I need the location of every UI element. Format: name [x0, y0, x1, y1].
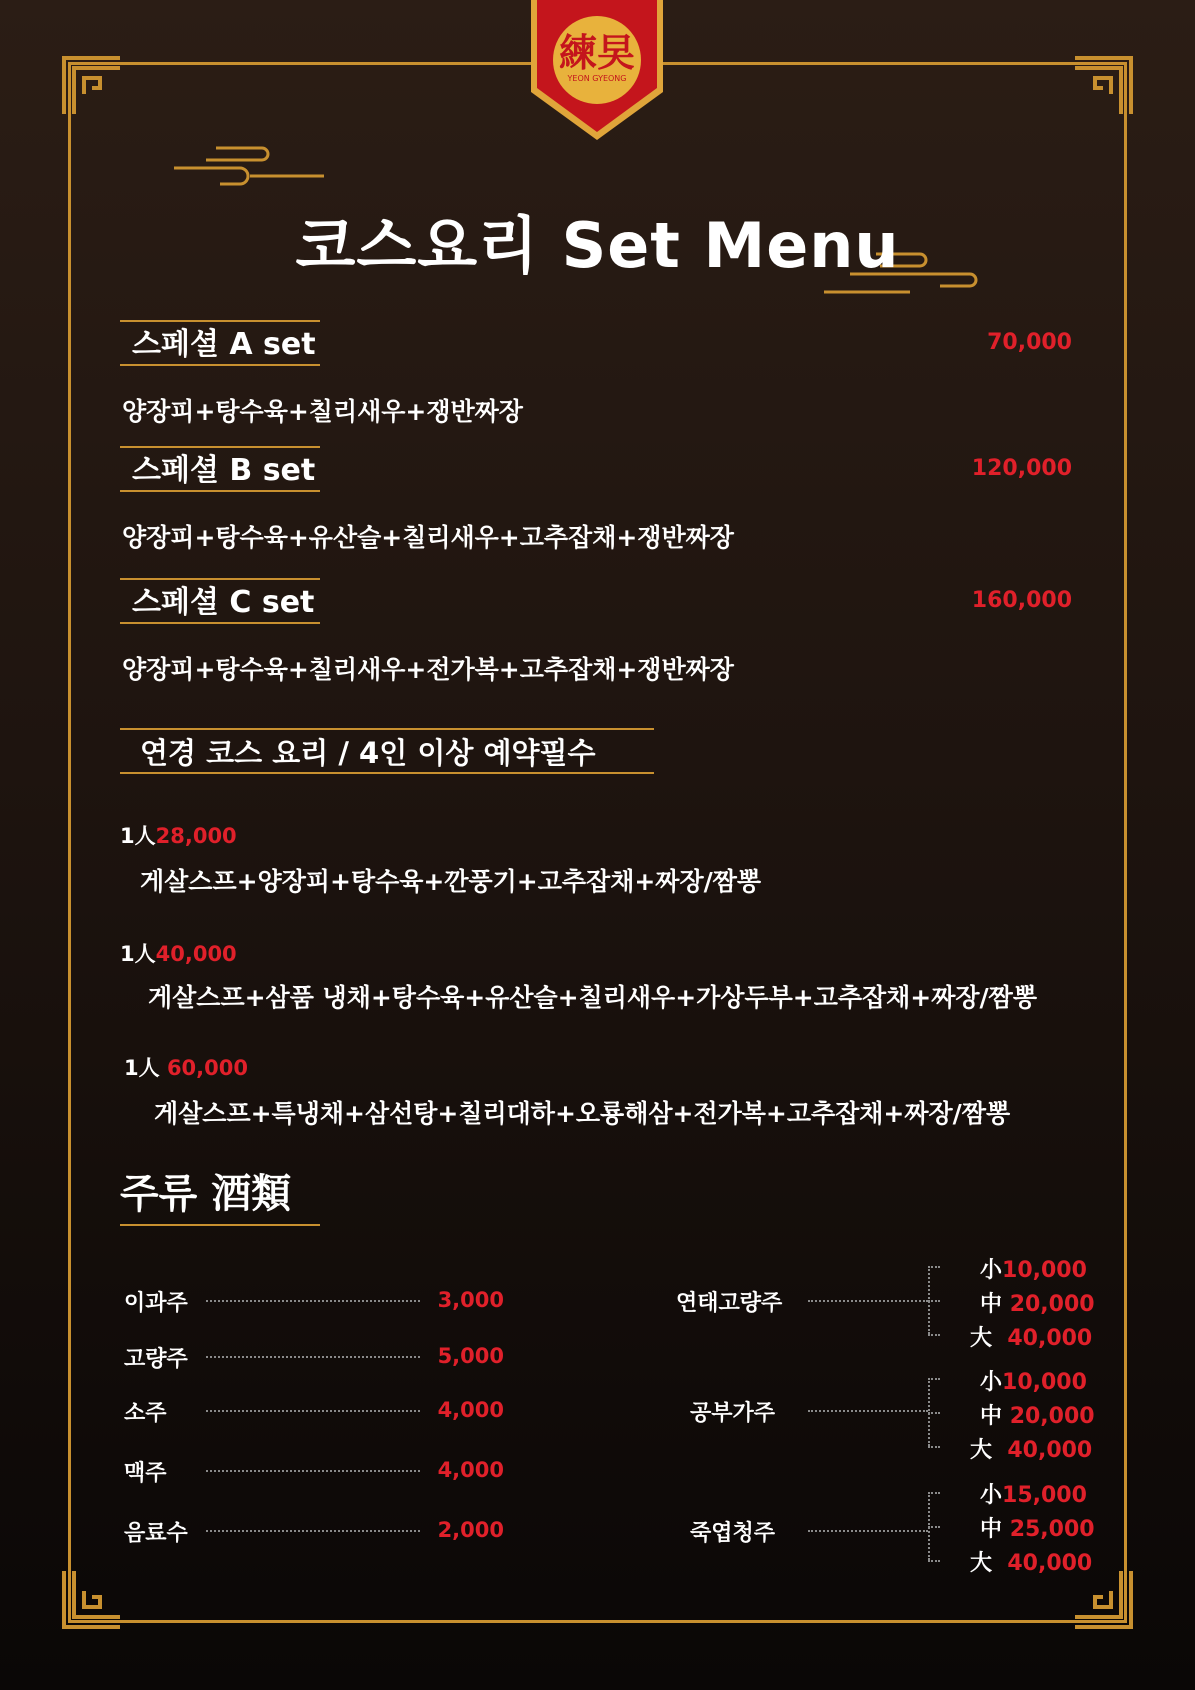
leader-dots	[206, 1356, 420, 1358]
drink-name: 이과주	[124, 1291, 188, 1316]
drink-name: 죽엽청주	[690, 1521, 776, 1546]
set-c-name: 스페셜 C set	[120, 578, 320, 624]
leader-dots	[808, 1530, 928, 1532]
size-price-small: 小10,000	[980, 1258, 1087, 1283]
size-price-medium: 中 20,000	[980, 1404, 1095, 1429]
drink-price: 5,000	[437, 1344, 504, 1368]
set-c-items: 양장피+탕수육+칠리새우+전가복+고추잡채+쟁반짜장	[122, 655, 734, 684]
set-b-price: 120,000	[971, 456, 1072, 481]
set-b-items: 양장피+탕수육+유산슬+칠리새우+고추잡채+쟁반짜장	[122, 523, 734, 552]
leader-dots	[206, 1530, 420, 1532]
set-a-name: 스페셜 A set	[120, 320, 320, 366]
size-price-large: 大 40,000	[970, 1551, 1093, 1576]
alcohol-heading: 주류 酒類	[120, 1164, 320, 1226]
course-option-1-items: 게살스프+양장피+탕수육+깐풍기+고추잡채+짜장/짬뽕	[140, 867, 762, 896]
set-a-items: 양장피+탕수육+칠리새우+쟁반짜장	[122, 397, 523, 426]
course-option-2-items: 게살스프+삼품 냉채+탕수육+유산슬+칠리새우+가상두부+고추잡채+짜장/짬뽕	[148, 983, 1037, 1012]
size-price-small: 小15,000	[980, 1483, 1087, 1508]
corner-ornament-icon	[60, 1567, 124, 1631]
course-option-2-price: 1人40,000	[120, 942, 237, 966]
set-c-price: 160,000	[971, 588, 1072, 613]
drink-price: 4,000	[437, 1398, 504, 1422]
corner-ornament-icon	[1071, 54, 1135, 118]
drink-name: 공부가주	[690, 1401, 776, 1426]
size-price-medium: 中 20,000	[980, 1292, 1095, 1317]
page-title: 코스요리 Set Menu	[295, 209, 900, 282]
size-price-large: 大 40,000	[970, 1438, 1093, 1463]
leader-dots	[206, 1410, 420, 1412]
drink-name: 맥주	[124, 1461, 167, 1486]
size-price-large: 大 40,000	[970, 1326, 1093, 1351]
size-price-medium: 中 25,000	[980, 1517, 1095, 1542]
cloud-ornament-icon	[170, 140, 330, 192]
size-price-small: 小10,000	[980, 1370, 1087, 1395]
leader-dots	[206, 1470, 420, 1472]
drink-price: 2,000	[437, 1518, 504, 1542]
drink-name: 소주	[124, 1401, 167, 1426]
course-heading: 연경 코스 요리 / 4인 이상 예약필수	[120, 728, 654, 774]
course-option-1-price: 1人28,000	[120, 824, 237, 848]
leader-dots	[206, 1300, 420, 1302]
course-option-3-items: 게살스프+특냉채+삼선탕+칠리대하+오룡해삼+전가복+고추잡채+짜장/짬뽕	[154, 1099, 1011, 1128]
logo-subtext: YEON GYEONG	[567, 74, 627, 83]
corner-ornament-icon	[60, 54, 124, 118]
set-b-name: 스페셜 B set	[120, 446, 320, 492]
logo-text: 練旲	[558, 30, 635, 75]
set-a-price: 70,000	[987, 330, 1072, 355]
leader-dots	[808, 1410, 928, 1412]
drink-name: 고량주	[124, 1347, 188, 1372]
drink-name: 음료수	[124, 1521, 188, 1546]
course-option-3-price: 1人 60,000	[124, 1056, 248, 1080]
leader-dots	[808, 1300, 928, 1302]
drink-price: 3,000	[437, 1288, 504, 1312]
drink-price: 4,000	[437, 1458, 504, 1482]
drink-name: 연태고량주	[676, 1291, 783, 1316]
